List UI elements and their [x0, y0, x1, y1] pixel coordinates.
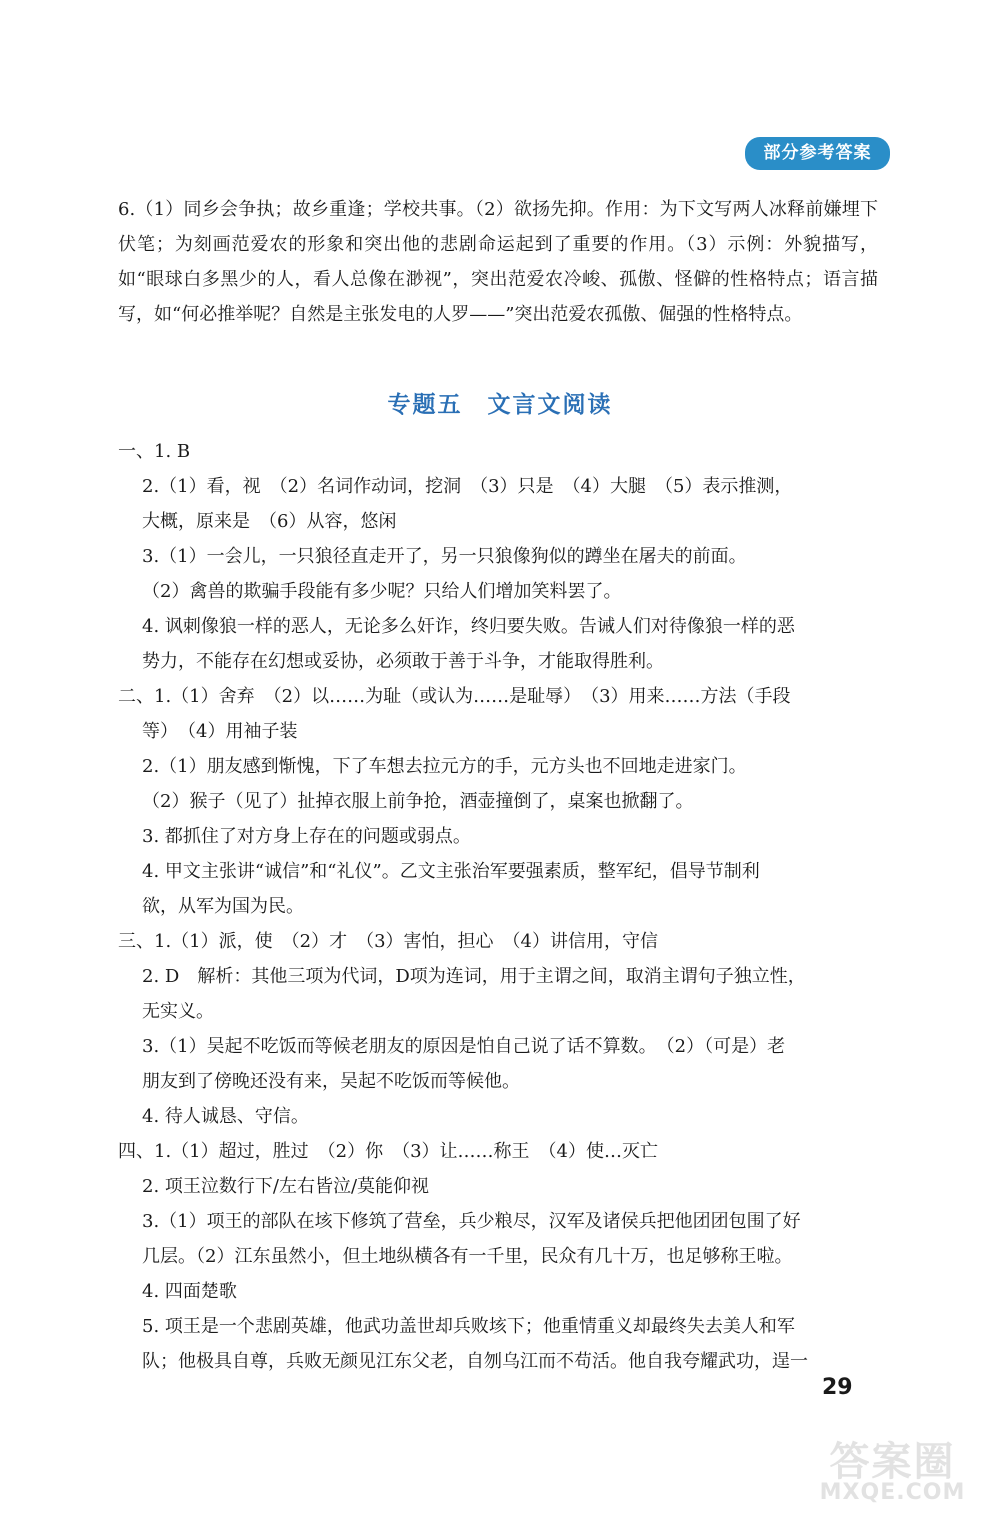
answer-line: （2）禽兽的欺骗手段能有多少呢？只给人们增加笑料罢了。: [142, 581, 622, 602]
answer-line: 3. 都抓住了对方身上存在的问题或弱点。: [142, 826, 471, 847]
answer-line: 一、1. B: [118, 441, 191, 462]
answer-line: 几层。（2）江东虽然小，但土地纵横各有一千里，民众有几十万，也足够称王啦。: [142, 1246, 793, 1267]
answer-line: 2.（1）看，视 （2）名词作动词，挖洞 （3）只是 （4）大腿 （5）表示推测，: [142, 476, 793, 497]
answer-line: 4. 四面楚歌: [142, 1281, 237, 1302]
watermark-logo: 答案圈: [829, 1439, 956, 1485]
answer-line: 四、1.（1）超过，胜过 （2）你 （3）让……称王 （4）使…灭亡: [118, 1141, 658, 1162]
answer-line: 2. 项王泣数行下/左右皆泣/莫能仰视: [142, 1176, 430, 1197]
answer-line: 3.（1）项王的部队在垓下修筑了营垒，兵少粮尽，汉军及诸侯兵把他团团包围了好: [142, 1211, 801, 1232]
answer-line: 朋友到了傍晚还没有来，吴起不吃饭而等候他。: [142, 1071, 520, 1092]
answer-line: 4. 甲文主张讲“诚信”和“礼仪”。乙文主张治军要强素质，整军纪，倡导节制利: [142, 861, 760, 882]
header-badge: 部分参考答案: [745, 137, 890, 170]
answer-line: 势力，不能存在幻想或妥协，必须敢于善于斗争，才能取得胜利。: [142, 651, 664, 672]
answer-line: 队；他极具自尊，兵败无颜见江东父老，自刎乌江而不苟活。他自我夸耀武功，逞一: [142, 1351, 808, 1372]
watermark-url: MXQE.COM: [819, 1480, 966, 1505]
section6-paragraph: 6.（1）同乡会争执；故乡重逢；学校共事。（2）欲扬先抑。作用：为下文写两人冰释前嫌埋下伏笔；为刻画范爱农的形象和突出他的悲剧命运起到了重要的作用。（3）示例：外貌描写，如“眼球白多黑少的人，看人总像在渺视”，突出范爱农冷峻、孤傲、怪僻的性格特点；语言描写，如“何必推举呢？自然是主张发电的人罗——”突出范爱农孤傲、倔强的性格特点。: [118, 199, 878, 325]
answer-line: 三、1.（1）派，使 （2）才 （3）害怕，担心 （4）讲信用，守信: [118, 931, 658, 952]
answer-line: 2.（1）朋友感到惭愧，下了车想去拉元方的手，元方头也不回地走进家门。: [142, 756, 747, 777]
answer-line: （2）猴子（见了）扯掉衣服上前争抢，酒壶撞倒了，桌案也掀翻了。: [142, 791, 694, 812]
answer-line: 二、1.（1）舍弃 （2）以……为耻（或认为……是耻辱） （3）用来……方法（手段: [118, 686, 791, 707]
answer-line: 欲，从军为国为民。: [142, 896, 304, 917]
answer-line: 4. 待人诚恳、守信。: [142, 1106, 309, 1127]
answer-line: 无实义。: [142, 1001, 214, 1022]
answer-line: 大概，原来是 （6）从容，悠闲: [142, 511, 397, 532]
answer-line: 等） （4）用袖子装: [142, 721, 298, 742]
page-number: 29: [822, 1375, 853, 1400]
watermark: [795, 1430, 990, 1510]
answer-line: 3.（1）一会儿，一只狼径直走开了，另一只狼像狗似的蹲坐在屠夫的前面。: [142, 546, 747, 567]
topic-title: 专题五 文言文阅读: [387, 392, 613, 418]
answer-line: 4. 讽刺像狼一样的恶人，无论多么奸诈，终归要失败。告诫人们对待像狼一样的恶: [142, 616, 795, 637]
answer-line: 2. D 解析：其他三项为代词，D项为连词，用于主谓之间，取消主谓句子独立性，: [142, 966, 806, 987]
answer-line: 5. 项王是一个悲剧英雄，他武功盖世却兵败垓下；他重情重义却最终失去美人和军: [142, 1316, 795, 1337]
answer-line: 3.（1）吴起不吃饭而等候老朋友的原因是怕自己说了话不算数。 （2）（可是）老: [142, 1036, 786, 1057]
